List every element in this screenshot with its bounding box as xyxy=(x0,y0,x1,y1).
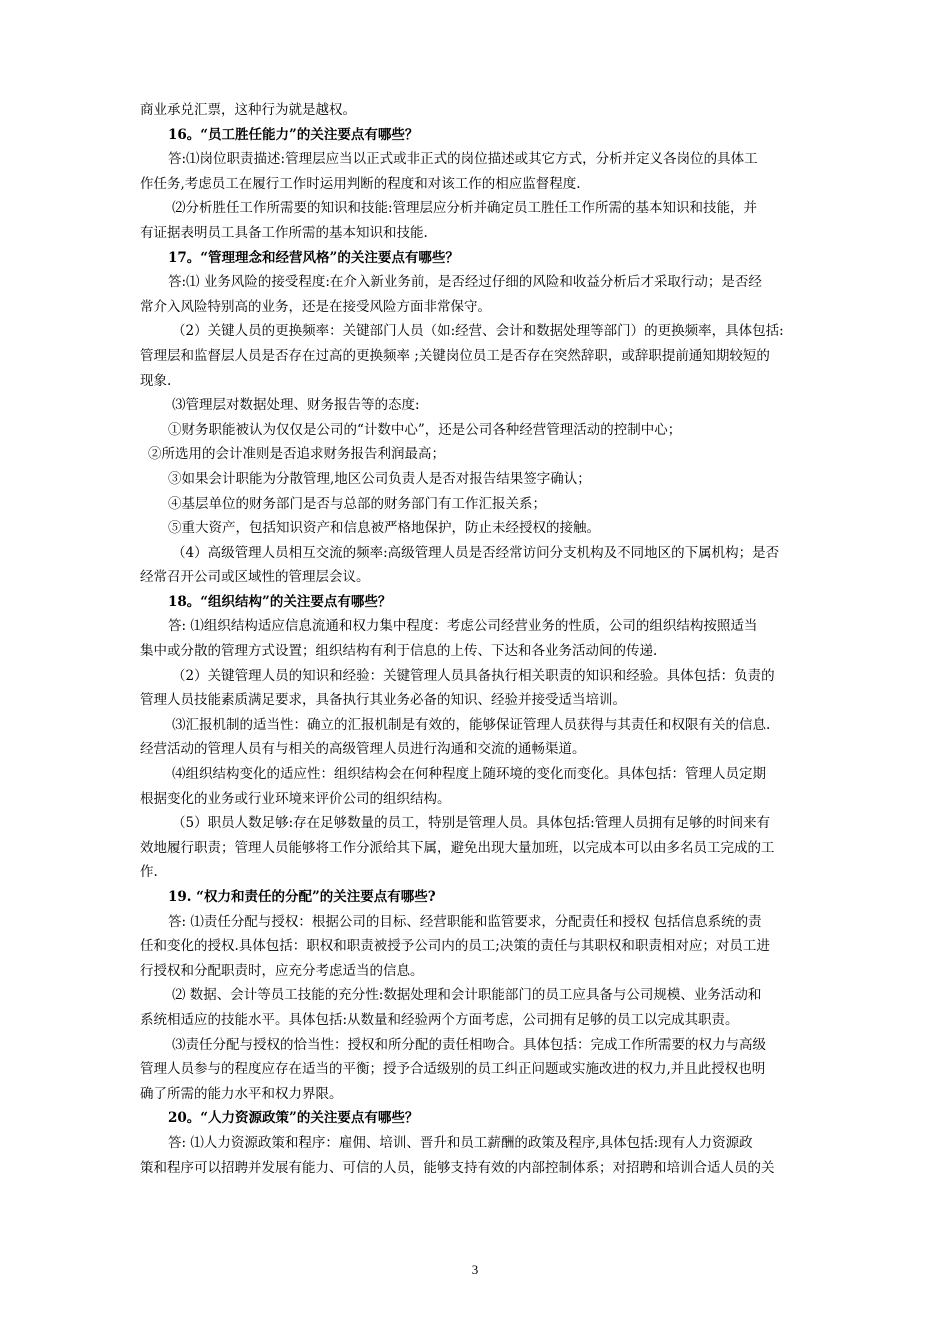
text-line: 常介入风险特别高的业务，还是在接受风险方面非常保守。 xyxy=(140,298,491,315)
text-line: （2）关键人员的更换频率：关键部门人员（如:经营、会计和数据处理等部门）的更换频率，具体包括: xyxy=(172,323,784,340)
text-line: ③如果会计职能为分散管理,地区公司负责人是否对报告结果签字确认； xyxy=(168,470,591,487)
text-line: 根据变化的业务或行业环境来评价公司的组织结构。 xyxy=(140,790,451,807)
question-heading: 19. “权力和责任的分配”的关注要点有哪些? xyxy=(168,889,436,905)
text-line: ⑶责任分配与授权的恰当性：授权和所分配的责任相吻合。具体包括：完成工作所需要的权力与高级 xyxy=(172,1036,766,1053)
text-line: ⑵ 数据、会计等员工技能的充分性:数据处理和会计职能部门的员工应具备与公司规模、业务活动和 xyxy=(172,987,762,1004)
text-line: （4）高级管理人员相互交流的频率:高级管理人员是否经常访问分支机构及不同地区的下属机构；是否 xyxy=(172,544,780,561)
text-line: 管理层和监督层人员是否存在过高的更换频率 ;关键岗位员工是否存在突然辞职，或辞职提前通知期较短的 xyxy=(140,347,770,364)
text-line: 经营活动的管理人员有与相关的高级管理人员进行沟通和交流的通畅渠道。 xyxy=(140,741,586,758)
text-line: 效地履行职责；管理人员能够将工作分派给其下属，避免出现大量加班，以完成本可以由多名员工完成的工 xyxy=(140,839,775,856)
text-line: 策和程序可以招聘并发展有能力、可信的人员，能够支持有效的内部控制体系；对招聘和培训合适人员的关 xyxy=(140,1159,775,1176)
text-line: （2）关键管理人员的知识和经验：关键管理人员具备执行相关职责的知识和经验。具体包括：负责的 xyxy=(172,667,775,684)
text-line: ⑷组织结构变化的适应性：组织结构会在何种程度上随环境的变化而变化。具体包括：管理人员定期 xyxy=(172,766,766,783)
question-heading: 20。“人力资源政策”的关注要点有哪些？ xyxy=(168,1110,419,1127)
text-line: 现象. xyxy=(140,372,172,389)
text-line: ②所选用的会计准则是否追求财务报告利润最高； xyxy=(148,446,445,463)
text-line: 确了所需的能力水平和权力界限。 xyxy=(140,1085,343,1102)
text-line: 答:⑴岗位职责描述:管理层应当以正式或非正式的岗位描述或其它方式，分析并定义各岗位的具体工 xyxy=(168,151,758,168)
question-heading: 17。“管理理念和经营风格”的关注要点有哪些？ xyxy=(168,249,459,266)
text-line: 经常召开公司或区域性的管理层会议。 xyxy=(140,569,370,586)
question-heading: 18。“组织结构”的关注要点有哪些？ xyxy=(168,593,392,610)
text-line: 答:⑴ 业务风险的接受程度:在介入新业务前，是否经过仔细的风险和收益分析后才采取行动；是否经 xyxy=(168,274,762,291)
text-line: ①财务职能被认为仅仅是公司的“计数中心”，还是公司各种经营管理活动的控制中心； xyxy=(168,421,682,438)
document-body xyxy=(140,98,816,1180)
text-line: （5）职员人数足够:存在足够数量的员工，特别是管理人员。具体包括:管理人员拥有足够的时间来有 xyxy=(172,815,771,832)
text-line: ⑤重大资产，包括知识资产和信息被严格地保护，防止未经授权的接触。 xyxy=(168,520,600,537)
page-number: 3 xyxy=(471,1262,479,1277)
text-line: 答: ⑴责任分配与授权：根据公司的目标、经营职能和监管要求，分配责任和授权 包括信息系统的责 xyxy=(168,913,762,930)
text-line: ④基层单位的财务部门是否与总部的财务部门有工作汇报关系； xyxy=(168,495,546,512)
text-line: 有证据表明员工具备工作所需的基本知识和技能. xyxy=(140,224,428,241)
text-line: 作任务,考虑员工在履行工作时运用判断的程度和对该工作的相应监督程度. xyxy=(140,175,581,192)
text-line: ⑶管理层对数据处理、财务报告等的态度: xyxy=(172,397,420,414)
text-line: 集中或分散的管理方式设置；组织结构有利于信息的上传、下达和各业务活动间的传递. xyxy=(140,643,658,660)
text-line: 行授权和分配职责时，应充分考虑适当的信息。 xyxy=(140,962,424,979)
text-line: 系统相适应的技能水平。具体包括:从数量和经验两个方面考虑，公司拥有足够的员工以完成其职责。 xyxy=(140,1011,739,1028)
text-line: 作. xyxy=(140,864,158,881)
text-line: 管理人员参与的程度应存在适当的平衡；授予合适级别的员工纠正问题或实施改进的权力,并且此授权也明 xyxy=(140,1061,766,1078)
text-line: ⑵分析胜任工作所需要的知识和技能:管理层应分析并确定员工胜任工作所需的基本知识和技能，并 xyxy=(172,200,758,217)
question-heading: 16。“员工胜任能力”的关注要点有哪些？ xyxy=(168,126,419,143)
text-line: 任和变化的授权.具体包括：职权和职责被授予公司内的员工;决策的责任与其职权和职责相对应；对员工进 xyxy=(140,938,770,955)
text-line: 商业承兑汇票，这种行为就是越权。 xyxy=(140,102,356,118)
text-line: ⑶汇报机制的适当性：确立的汇报机制是有效的，能够保证管理人员获得与其责任和权限有关的信息. xyxy=(172,716,771,733)
text-line: 答: ⑴组织结构适应信息流通和权力集中程度：考虑公司经营业务的性质，公司的组织结构按照适当 xyxy=(168,618,758,635)
text-line: 管理人员技能素质满足要求，具备执行其业务必备的知识、经验并接受适当培训。 xyxy=(140,692,626,709)
text-line: 答: ⑴人力资源政策和程序：雇佣、培训、晋升和员工薪酬的政策及程序,具体包括:现有人力资源政 xyxy=(168,1134,753,1151)
